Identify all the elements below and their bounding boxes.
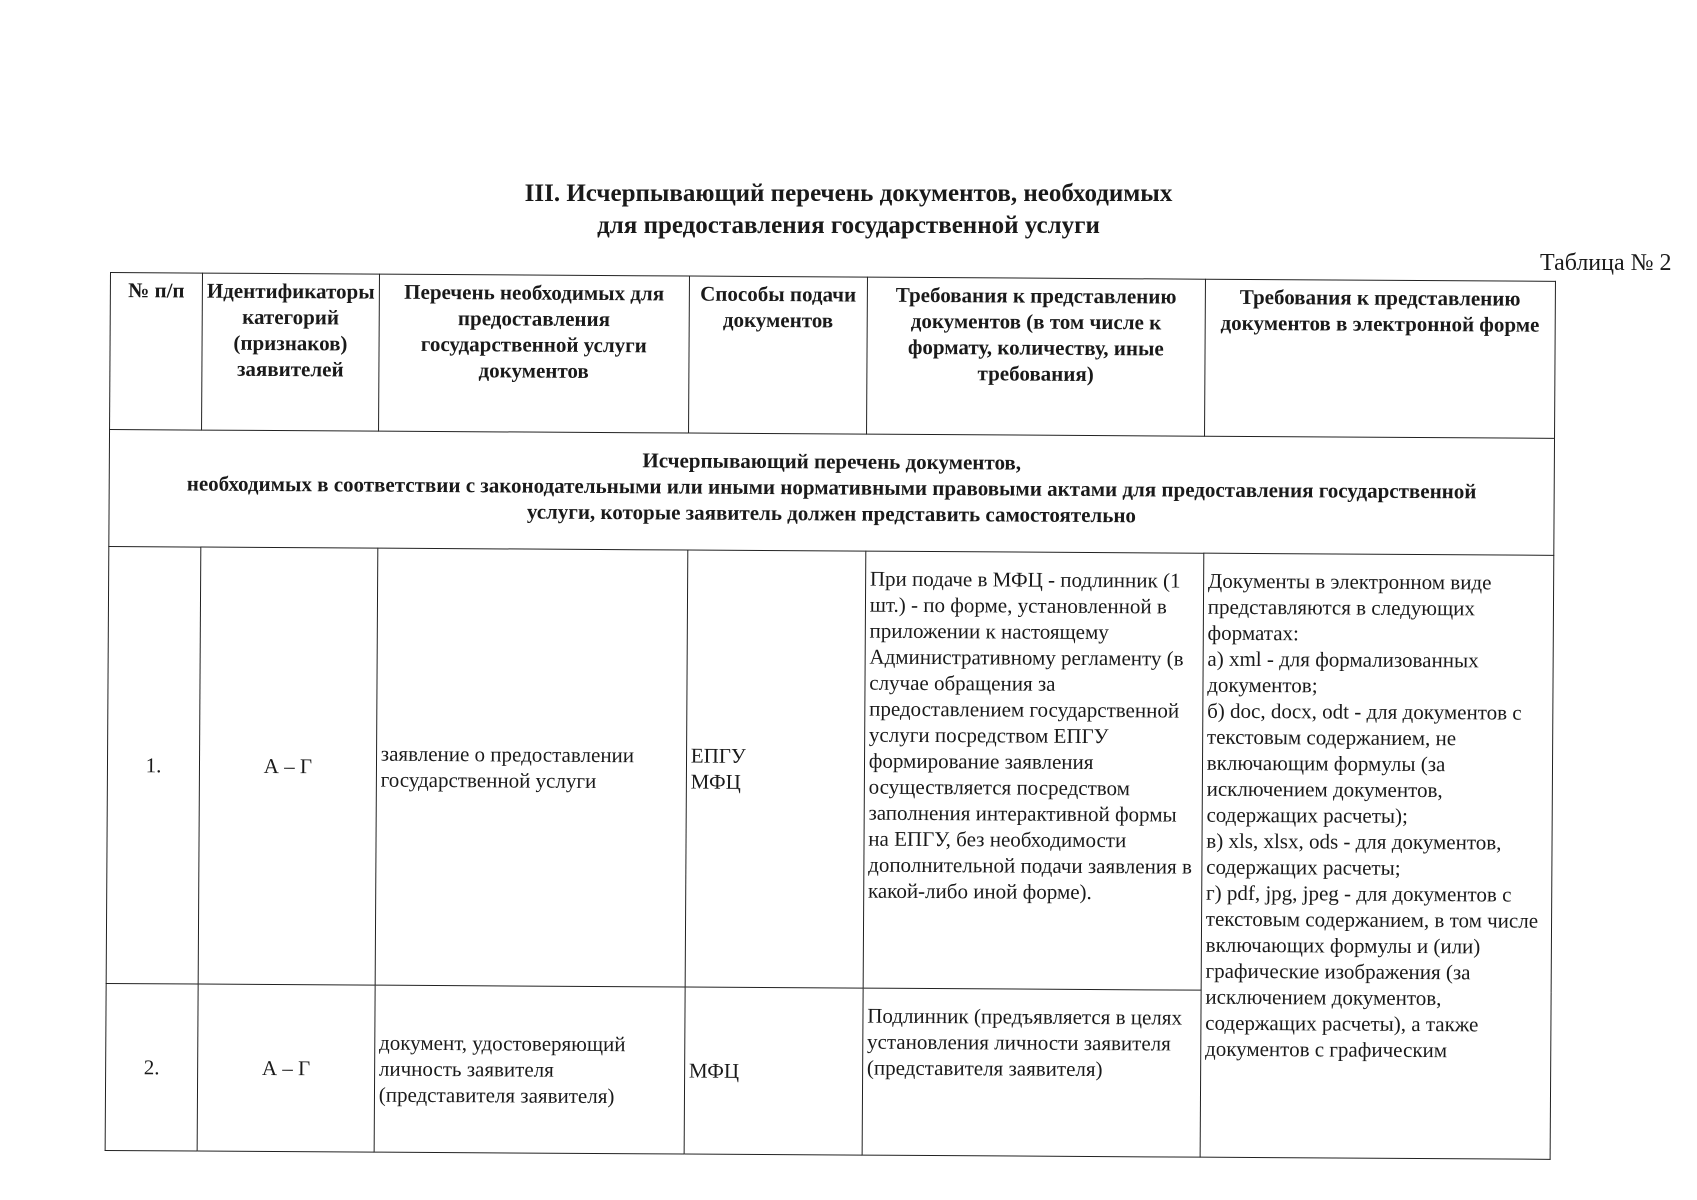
section-title-line1: III. Исчерпывающий перечень документов, необходимых <box>524 180 1173 207</box>
row-requirements: Подлинник (предъявляется в целях установления личности заявителя (представителя заявителя) <box>862 988 1201 1157</box>
row-requirements: При подаче в МФЦ - подлинник (1 шт.) - по форме, установленной в приложении к настоящему Административному регламенту (в случае обращения за предоставлением государственной услуги посредством ЕПГУ формирование заявления осуществляется посредством заполнения интерактивной формы на ЕПГУ, без необходимости дополнительной подачи заявления в какой-либо иной форме). <box>863 551 1204 990</box>
method-item: МФЦ <box>690 769 741 794</box>
electronic-requirement-line: Документы в электронном виде представляются в следующих форматах: <box>1207 568 1492 646</box>
header-num: № п/п <box>110 273 203 431</box>
electronic-requirement-line: а) xml - для формализованных документов; <box>1207 646 1479 698</box>
table-header-row <box>110 273 1556 439</box>
header-documents: Перечень необходимых для предоставления государственной услуги документов <box>378 274 689 433</box>
header-identifiers: Идентификаторы категорий (признаков) заявителей <box>202 273 380 431</box>
header-electronic: Требования к представлению документов в электронной форме <box>1204 279 1555 438</box>
header-requirements: Требования к представлению документов (в том числе к формату, количеству, иные требования) <box>866 277 1205 436</box>
row-methods <box>684 987 863 1155</box>
section-header-cell <box>109 430 1554 556</box>
row-document: заявление о предоставлении государственной услуги <box>375 548 688 987</box>
section-header-line1: Исчерпывающий перечень документов, <box>642 448 1022 475</box>
electronic-requirement-line: б) doc, docx, odt - для документов с текстовым содержанием, не включающим формулы (за исключением документов, содержащих расчеты); <box>1206 698 1522 828</box>
table-row <box>106 546 1553 992</box>
documents-table <box>105 272 1556 1160</box>
row-methods <box>685 550 866 988</box>
section-title <box>0 178 1697 242</box>
row-num: 2. <box>105 983 198 1151</box>
method-item: ЕПГУ <box>690 743 746 768</box>
electronic-requirement-line: в) xls, xlsx, ods - для документов, содержащих расчеты; <box>1206 828 1502 880</box>
electronic-requirement-line: г) pdf, jpg, jpeg - для документов с текстовым содержанием, в том числе включающих формулы и (или) графические изображения (за исключением документов, содержащих расчеты), а также документов с графическим <box>1204 880 1539 1063</box>
method-item: МФЦ <box>688 1058 740 1083</box>
header-methods: Способы подачи документов <box>688 276 867 434</box>
row-identifiers: А – Г <box>197 984 375 1152</box>
table-number-label: Таблица № 2 <box>1540 250 1672 276</box>
section-header-line2: необходимых в соответствии с законодательными или иными нормативными правовыми актами для предоставления государственной <box>186 471 1477 504</box>
section-header-row <box>109 430 1554 556</box>
row-document: документ, удостоверяющий личность заявителя (представителя заявителя) <box>374 985 685 1154</box>
electronic-requirements-cell <box>1200 553 1554 1159</box>
section-header-line3: услуги, которые заявитель должен представить самостоятельно <box>526 499 1137 528</box>
row-identifiers: А – Г <box>198 547 377 985</box>
row-num: 1. <box>106 546 201 984</box>
section-title-line2: для предоставления государственной услуги <box>597 212 1100 239</box>
